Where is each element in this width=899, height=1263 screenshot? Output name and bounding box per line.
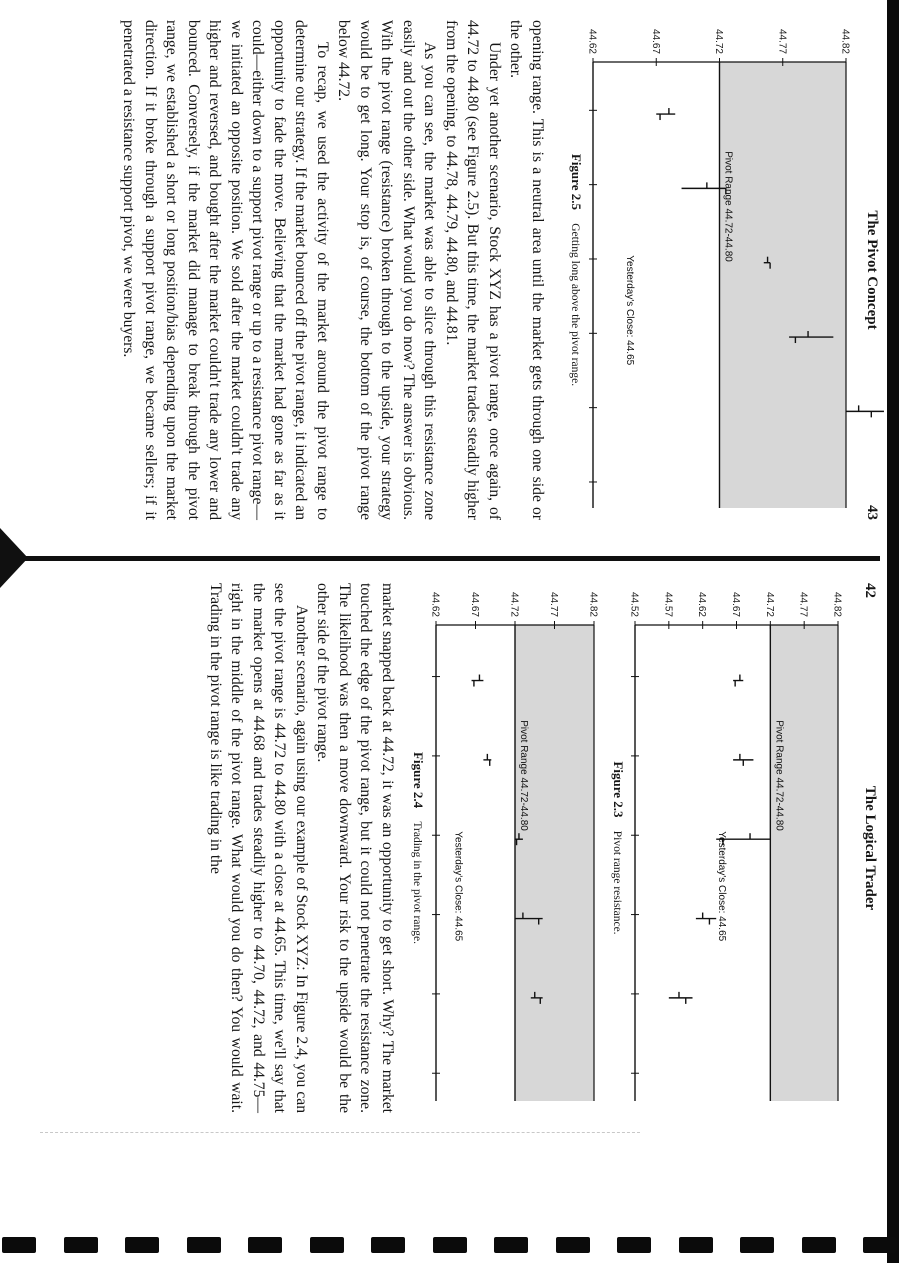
running-head: The Logical Trader — [862, 785, 878, 911]
punch-hole — [310, 1237, 344, 1253]
figure-caption — [568, 20, 584, 520]
punch-hole — [187, 1237, 221, 1253]
y-tick-label: 44.62 — [696, 591, 708, 617]
y-tick-label: 44.72 — [508, 591, 520, 617]
paragraph: opening range. This is a neutral area until the market gets through one side or the other. — [507, 20, 546, 520]
y-tick-label: 44.77 — [797, 591, 809, 617]
y-tick-label: 44.82 — [831, 591, 843, 617]
paragraph: Another scenario, again using our example of Stock XYZ: In Figure 2.4, you can see the pivot range is 44.72 to 44.80 with a close at 44.65. This time, we'll say that the market opens at 44.68 and trades steadily higher to 44.70, 44.72, and 44.75—right in the middle of the pivot range. What would you do then? You would wait. Trading in the pivot range is like trading in the — [207, 583, 310, 1113]
y-tick-label: 44.82 — [587, 591, 599, 617]
paragraph: market snapped back at 44.72, it was an opportunity to get short. Why? The market touched the edge of the pivot range, but it could not penetrate the resistance zone. The likelihood was then a move downward. Your risk to the upside would be the other side of the pivot range. — [314, 583, 396, 1113]
punch-hole — [64, 1237, 98, 1253]
y-tick-label: 44.62 — [586, 28, 598, 54]
y-tick-label: 44.52 — [628, 591, 640, 617]
punch-hole — [679, 1237, 713, 1253]
figure-caption — [610, 583, 626, 1113]
page-header — [854, 20, 880, 520]
caption-label: Figure 2.3 — [611, 761, 626, 818]
binder-punch-strip — [0, 1225, 887, 1263]
pivot-range-label: Pivot Range 44.72-44.80 — [722, 151, 734, 262]
paragraph: As you can see, the market was able to slice through this resistance zone easily and out the other side. What would you do now? The answer is obvious. With the pivot range (resistance) broken through to the upside, your strategy would be to get long. Your stop is, of course, the bottom of the pivot range below 44.72. — [335, 20, 439, 520]
chart-figure-2-4 — [430, 583, 600, 1113]
caption-text: Getting long above the pivot range. — [569, 223, 581, 387]
yesterdays-close-label: Yesterday's Close: 44.65 — [623, 255, 635, 366]
page-43 — [56, 20, 880, 520]
figure-2-3 — [604, 583, 844, 1113]
punch-hole — [371, 1237, 405, 1253]
punch-hole — [125, 1237, 159, 1253]
book-spine-tip — [0, 528, 28, 588]
punch-hole — [802, 1237, 836, 1253]
pivot-range-label: Pivot Range 44.72-44.80 — [773, 720, 785, 831]
y-tick-label: 44.67 — [649, 28, 661, 54]
page-43-body — [118, 20, 548, 520]
page-header — [852, 583, 878, 1113]
y-tick-label: 44.67 — [730, 591, 741, 617]
figure-2-4 — [404, 583, 600, 1113]
punch-hole — [494, 1237, 528, 1253]
punch-hole — [556, 1237, 590, 1253]
pivot-range-band — [770, 625, 838, 1101]
yesterdays-close-label: Yesterday's Close: 44.65 — [715, 831, 727, 942]
chart-figure-2-3 — [629, 583, 844, 1113]
running-head: The Pivot Concept — [864, 210, 880, 330]
punch-hole — [2, 1237, 36, 1253]
pivot-range-band — [720, 62, 847, 508]
caption-label: Figure 2.5 — [569, 153, 584, 210]
figure-2-5 — [556, 20, 852, 520]
caption-text: Pivot range resistance. — [611, 830, 623, 935]
y-tick-label: 44.57 — [662, 591, 674, 617]
punch-hole — [617, 1237, 651, 1253]
pivot-range-band — [515, 625, 594, 1101]
punch-hole — [740, 1237, 774, 1253]
book-spine — [0, 556, 880, 561]
paragraph: Under yet another scenario, Stock XYZ has a pivot range, once again, of 44.72 to 44.80 (see Figure 2.5). But this time, the market trades steadily higher from the opening, to 44.78, 44.79, 44.80, and 44.81. — [443, 20, 503, 520]
y-tick-label: 44.72 — [713, 28, 724, 54]
pivot-range-label: Pivot Range 44.72-44.80 — [518, 720, 529, 831]
figure-caption — [410, 583, 426, 1113]
y-tick-label: 44.77 — [548, 591, 559, 617]
y-tick-label: 44.77 — [776, 28, 788, 54]
y-tick-label: 44.67 — [469, 591, 480, 617]
punch-hole — [248, 1237, 282, 1253]
y-tick-label: 44.72 — [763, 591, 775, 617]
scan-edge — [887, 0, 899, 1263]
caption-label: Figure 2.4 — [411, 752, 426, 809]
page-number: 42 — [862, 583, 878, 598]
yesterdays-close-label: Yesterday's Close: 44.65 — [452, 831, 464, 942]
paragraph: To recap, we used the activity of the market around the pivot range to determine our strategy. If the market bounced off the pivot range, it indicated an opportunity to fade the move. Believing that the market had gone as far as it could—either down to a support pivot range or up to a resistance pivot range—we initiated an opposite position. We sold after the market couldn't trade any higher and reversed, and bought after the market couldn't trade any lower and bounced. Conversely, if the market did manage to break through the pivot range, we established a short or long position/bias depending upon the market direction. If it broke through a support pivot range, we became sellers; if it penetrated a resistance support pivot, we were buyers. — [120, 20, 331, 520]
y-tick-label: 44.82 — [839, 28, 851, 54]
y-tick-label: 44.62 — [429, 591, 441, 617]
scan-line — [40, 1132, 640, 1133]
caption-text: Trading in the pivot range. — [411, 821, 423, 944]
punch-hole — [433, 1237, 467, 1253]
chart-figure-2-5 — [587, 20, 852, 520]
page-42 — [54, 583, 878, 1113]
punch-hole — [863, 1237, 897, 1253]
page-number: 43 — [864, 505, 880, 520]
page-42-body — [205, 583, 399, 1113]
